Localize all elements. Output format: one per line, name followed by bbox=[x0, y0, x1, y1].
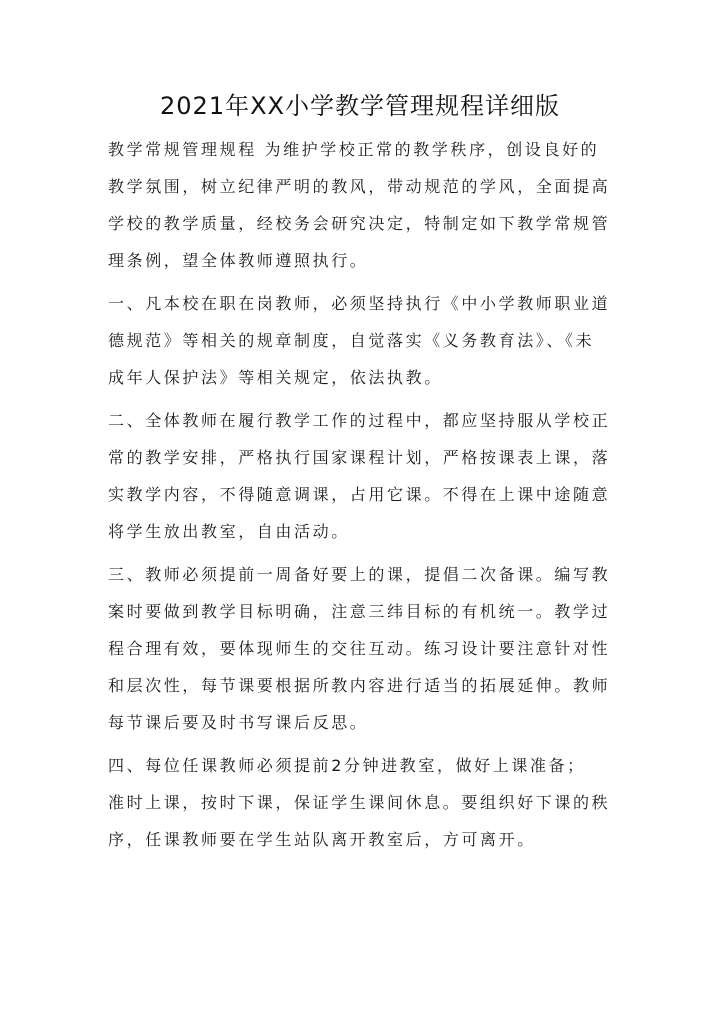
text-line: 教学氛围，树立纪律严明的教风，带动规范的学风，全面提高 bbox=[108, 177, 611, 196]
text-line: 理条例，望全体教师遵照执行。 bbox=[108, 251, 369, 270]
document-body bbox=[108, 131, 614, 864]
text-line: 成年人保护法》等相关规定，依法执教。 bbox=[108, 368, 443, 387]
text-line: 和层次性，每节课要根据所教内容进行适当的拓展延伸。教师 bbox=[108, 676, 611, 695]
paragraph-item-2 bbox=[108, 402, 614, 550]
paragraph-item-3 bbox=[108, 556, 614, 741]
paragraph-item-1 bbox=[108, 285, 614, 396]
text-line: 二、全体教师在履行教学工作的过程中，都应坚持服从学校正 bbox=[108, 411, 611, 430]
text-line: 准时上课，按时下课，保证学生课间休息。要组织好下课的秩 bbox=[108, 793, 611, 812]
text-line: 每节课后要及时书写课后反思。 bbox=[108, 713, 369, 732]
text-line: 德规范》等相关的规章制度，自觉落实《义务教育法》、《未 bbox=[108, 331, 595, 350]
text-line: 将学生放出教室，自由活动。 bbox=[108, 522, 350, 541]
text-line: 实教学内容，不得随意调课，占用它课。不得在上课中途随意 bbox=[108, 485, 611, 504]
text-line: 序，任课教师要在学生站队离开教室后，方可离开。 bbox=[108, 830, 536, 849]
text-line: 学校的教学质量，经校务会研究决定，特制定如下教学常规管 bbox=[108, 214, 611, 233]
document-title: 2021年XX小学教学管理规程详细版 bbox=[160, 92, 560, 120]
paragraph-item-4 bbox=[108, 747, 614, 858]
text-line: 常的教学安排，严格执行国家课程计划，严格按课表上课，落 bbox=[108, 448, 611, 467]
text-line: 程合理有效，要体现师生的交往互动。练习设计要注意针对性 bbox=[108, 639, 611, 658]
text-line: 一、凡本校在职在岗教师，必须坚持执行《中小学教师职业道 bbox=[108, 294, 611, 313]
text-line: 四、每位任课教师必须提前2分钟进教室，做好上课准备； bbox=[108, 756, 586, 775]
text-line: 案时要做到教学目标明确，注意三纬目标的有机统一。教学过 bbox=[108, 602, 611, 621]
paragraph-intro bbox=[108, 131, 614, 279]
text-line: 教学常规管理规程 为维护学校正常的教学秩序，创设良好的 bbox=[108, 140, 600, 159]
text-line: 三、教师必须提前一周备好要上的课，提倡二次备课。编写教 bbox=[108, 565, 611, 584]
